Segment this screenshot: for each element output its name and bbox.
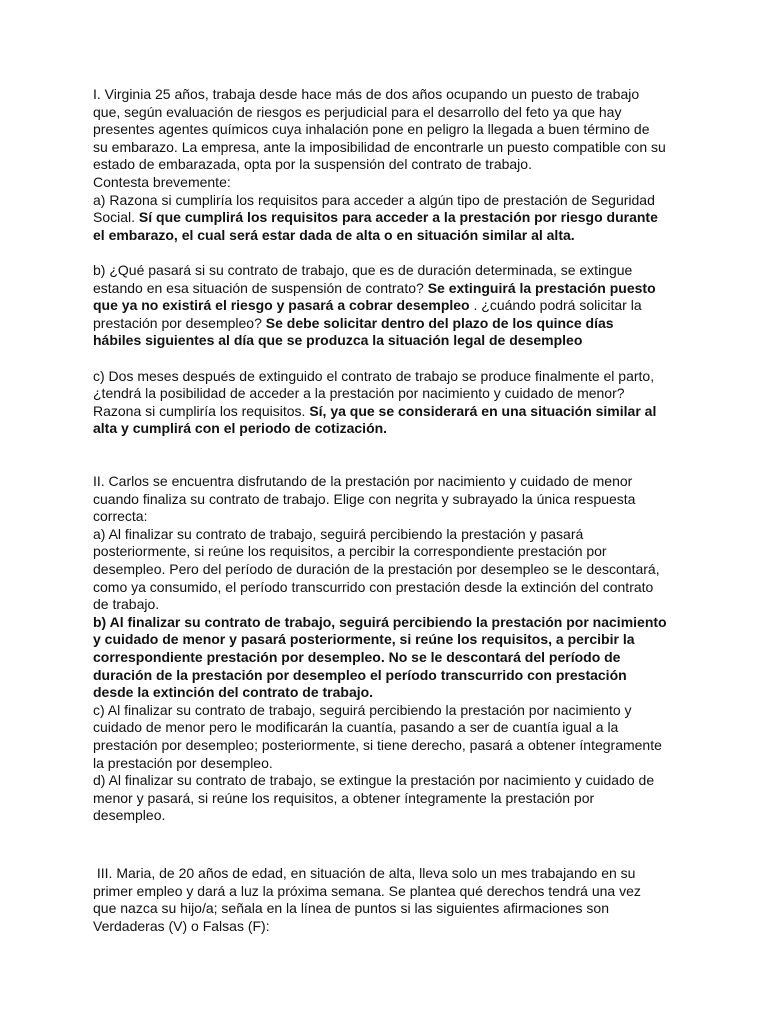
text-line: prestación por desempleo; posteriormente, si tiene derecho, pasará a obtener íntegramente: [93, 736, 662, 753]
text-line: b) Al finalizar su contrato de trabajo, seguirá percibiendo la prestación por nacimiento: [93, 613, 667, 630]
text-line: estado de embarazada, opta por la suspensión del contrato de trabajo.: [93, 156, 532, 173]
answer-text: Sí que cumplirá los requisitos para acceder a la prestación por riesgo durante: [138, 209, 658, 226]
text-line: primer empleo y dará a luz la próxima semana. Se plantea qué derechos tendrá una vez: [93, 882, 641, 899]
text-line: menor y pasará, si reúne los requisitos, a obtener íntegramente la prestación por: [93, 789, 595, 806]
text-line: correcta:: [93, 508, 148, 525]
text-line: correspondiente prestación por desempleo. No se le descontará del período de: [93, 649, 621, 665]
answer-text: Se extinguirá la prestación puesto: [427, 279, 656, 296]
question-text: . ¿cuándo podrá solicitar la: [469, 297, 642, 314]
question-c: [93, 368, 713, 438]
answer-text: Se debe solicitar dentro del plazo de los quince días: [265, 314, 614, 331]
spacer: [93, 350, 713, 368]
answer-text: alta y cumplirá con el periodo de cotización.: [93, 420, 388, 437]
section-2: [93, 473, 713, 825]
text-line: desempleo.: [93, 807, 166, 824]
answer-text: hábiles siguientes al día que se produzca la situación legal de desempleo: [93, 332, 583, 349]
question-text: Social.: [93, 209, 139, 226]
section-1: [93, 86, 713, 438]
text-line: como ya consumido, el período transcurrido con prestación desde la extinción del contrato: [93, 578, 654, 595]
text-line: III. Maria, de 20 años de edad, en situación de alta, lleva solo un mes trabajando en su: [93, 864, 636, 881]
option-a: [93, 526, 713, 614]
text-line: [93, 297, 713, 315]
text-line: [93, 209, 713, 227]
text-line: Verdaderas (V) o Falsas (F):: [93, 917, 270, 934]
text-line: II. Carlos se encuentra disfrutando de la prestación por nacimiento y cuidado de menor: [93, 473, 633, 490]
answer-text: Sí, ya que se considerará en una situación similar al: [309, 402, 657, 419]
text-line: [93, 403, 713, 421]
text-line: presentes agentes químicos cuya inhalación pone en peligro la llegada a buen término de: [93, 121, 650, 138]
text-line: de trabajo.: [93, 596, 160, 613]
question-a: [93, 192, 713, 245]
text-line: I. Virginia 25 años, trabaja desde hace más de dos años ocupando un puesto de trabajo: [93, 86, 640, 102]
text-line: que, según evaluación de riesgos es perjudicial para el desarrollo del feto ya que hay: [93, 103, 622, 120]
text-line: que nazca su hijo/a; señala en la línea de puntos si las siguientes afirmaciones son: [93, 900, 609, 917]
spacer: [93, 244, 713, 262]
text-line: la prestación por desempleo.: [93, 754, 273, 771]
question-text: Razona si cumpliría los requisitos.: [93, 402, 310, 419]
document-page: [93, 86, 713, 935]
text-line: duración de la prestación por desempleo el período transcurrido con prestación: [93, 666, 627, 683]
text-line: ¿tendrá la posibilidad de acceder a la prestación por nacimiento y cuidado de menor?: [93, 385, 625, 402]
option-d: [93, 772, 713, 825]
text-line: posteriormente, si reúne los requisitos, a percibir la correspondiente prestación por: [93, 543, 607, 560]
text-line: [93, 280, 713, 298]
text-line: b) ¿Qué pasará si su contrato de trabajo, que es de duración determinada, se extingue: [93, 261, 633, 278]
option-b-correct: [93, 614, 713, 702]
section-2-intro: [93, 473, 713, 526]
text-line: a) Razona si cumpliría los requisitos para acceder a algún tipo de prestación de Seguridad: [93, 191, 655, 208]
text-line: cuidado de menor pero le modificarán la cuantía, pasando a ser de cuantía igual a la: [93, 719, 619, 736]
text-line: su embarazo. La empresa, ante la imposibilidad de encontrarle un puesto compatible con su: [93, 138, 666, 155]
question-text: estando en esa situación de suspensión de contrato?: [93, 279, 428, 296]
answer-text: el embarazo, el cual será estar dada de alta o en situación similar al alta.: [93, 226, 575, 243]
text-line: c) Al finalizar su contrato de trabajo, seguirá percibiendo la prestación por nacimiento y: [93, 701, 632, 718]
text-line: desde la extinción del contrato de trabajo.: [93, 684, 374, 701]
question-b: [93, 262, 713, 350]
section-3: [93, 865, 713, 935]
option-c: [93, 702, 713, 772]
section-1-intro: [93, 86, 713, 192]
text-line: y cuidado de menor y pasará posteriormente, si reúne los requisitos, a percibir la: [93, 631, 635, 648]
text-line: desempleo. Pero del período de duración de la prestación por desempleo se le descontará,: [93, 561, 660, 578]
text-line: cuando finaliza su contrato de trabajo. Elige con negrita y subrayado la única respuesta: [93, 490, 636, 507]
text-line: a) Al finalizar su contrato de trabajo, seguirá percibiendo la prestación y pasará: [93, 525, 584, 542]
text-line: c) Dos meses después de extinguido el contrato de trabajo se produce finalmente el parto,: [93, 367, 655, 384]
text-line: [93, 315, 713, 333]
spacer: [93, 438, 713, 473]
text-line: Contesta brevemente:: [93, 173, 231, 190]
question-text: prestación por desempleo?: [93, 314, 266, 331]
spacer: [93, 825, 713, 865]
answer-text: que ya no existirá el riesgo y pasará a cobrar desempleo: [93, 297, 470, 314]
text-line: d) Al finalizar su contrato de trabajo, se extingue la prestación por nacimiento y cuidado de: [93, 772, 655, 789]
